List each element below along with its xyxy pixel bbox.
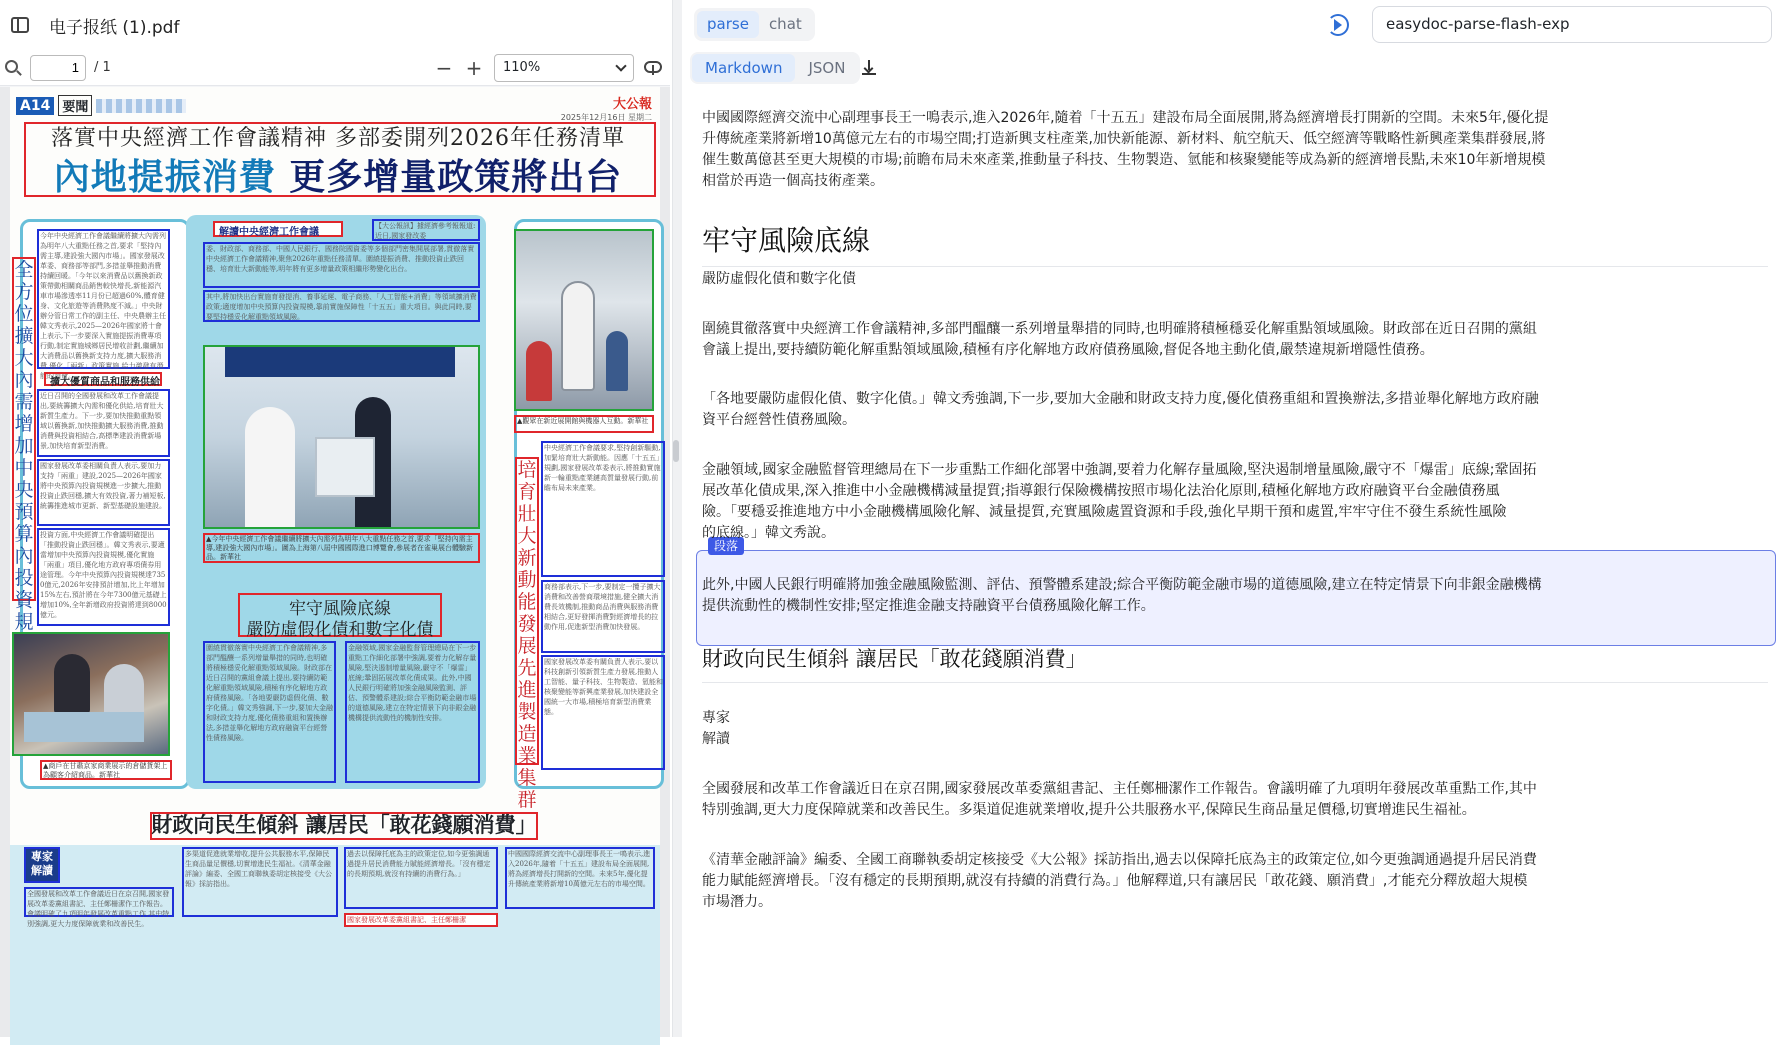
- mode-tabs: [694, 8, 815, 41]
- bottom-text-2: 多渠道促進就業增收,提升公共服務水平,保障民生商品量足價穩,切實增進民生福祉。《清華金融評論》編委、全國工商聯執委胡定核接受《大公報》採訪指出。: [185, 850, 332, 888]
- box-title: 牢守風險底線: [289, 599, 391, 619]
- tab-parse[interactable]: parse: [697, 11, 759, 38]
- zoom-in-button[interactable]: +: [465, 55, 483, 80]
- section-name: 要聞: [58, 95, 92, 116]
- chevron-down-icon: [615, 60, 626, 71]
- left-text-4: 投資方面,中央經濟工作會議明確提出「推動投資止跌回穩」。韓文秀表示,要適當增加中央預算內投資規模,優化實施「兩重」項目,優化地方政府專項債券用途管理。今年中央預算內投資規模達7350億元,2026年安排預計增加,比上年增加15%左右,預計將在今年7300億元基礎上增加10%,全年新增政府投資將達到8000億元。: [40, 531, 167, 619]
- bottom-text-4: 中國國際經濟交流中心副理事長王一鳴表示,進入2026年,隨着「十五五」建設布局全面展開,將為經濟增長打開新的空間。未來5年,優化提升傳統產業將新增10萬億元左右的市場空間。: [508, 850, 651, 888]
- bottom-cut-text: 國家發展改革委黨組書記、主任鄭柵潔: [347, 916, 466, 924]
- md-paragraph-4: [702, 460, 1537, 544]
- md-heading-2: 財政向民生傾斜 讓居民「敢花錢願消費」: [702, 647, 1087, 671]
- search-icon[interactable]: [4, 59, 22, 77]
- md-line: 資平台經營性債務風險。: [702, 412, 856, 428]
- zoom-select[interactable]: [494, 54, 634, 82]
- zoom-out-button[interactable]: −: [435, 55, 453, 80]
- md-line: 圍繞貫徹落實中央經濟工作會議精神,多部門醞釀一系列增量舉措的同時,也明確將積極穩妥化解重點領域風險。財政部在近日召開的黨組: [702, 321, 1537, 337]
- pdf-page: [10, 87, 663, 1037]
- section-tag: A14: [16, 97, 54, 115]
- paper-logo: [561, 93, 652, 123]
- bottom-subhead: 財政向民生傾斜 讓居民「敢花錢願消費」: [151, 812, 537, 837]
- zoom-value: 110%: [503, 60, 541, 75]
- left-photo: [14, 634, 168, 754]
- cloud-download-icon[interactable]: [644, 59, 662, 77]
- center-intro: 委、財政部、商務部、中國人民銀行、國務院國資委等多個部門密集開展部署,貫徹落實中央經濟工作會議精神,聚焦2026年重點任務清單。圍繞提振消費、推動投資止跌回穩、培育壯大新動能等,明年將有更多增量政策相繼形勢變化出台。: [206, 245, 475, 273]
- md-paragraph-5: [702, 575, 1542, 617]
- tab-markdown[interactable]: Markdown: [692, 54, 795, 82]
- paragraph-badge: 段落: [708, 537, 744, 555]
- right-text-1: 中央經濟工作會議要求,堅持創新驅動,加緊培育壯大新動能。因應「十五五」規劃,國家發展改革委表示,將推動實施新一輪重點產業鏈高質量發展行動,前瞻布局未來產業。: [544, 444, 663, 492]
- pdf-toolbar: [0, 50, 670, 86]
- md-paragraph-2: [702, 319, 1537, 361]
- expert-tag: 專家解讀: [31, 850, 53, 877]
- md-line: 相當於再造一個高技術產業。: [702, 173, 884, 189]
- md-line: 《清華金融評論》編委、全國工商聯執委胡定核接受《大公報》採訪指出,過去以保障托底為主的政策定位,如今更強調通過提升居民消費: [702, 852, 1537, 868]
- headline-main-a: 內地提振消費: [53, 157, 276, 198]
- md-line: 解讀: [702, 731, 730, 747]
- panel-divider[interactable]: [672, 0, 682, 1037]
- md-paragraph-6: [702, 779, 1537, 821]
- center-photo-caption: ▲今年中央經濟工作會議繼續將擴大內需列為明年八大重點任務之首,要求「堅持內需主導,建設強大國內市場」。圖為上海第八屆中國國際進口博覽會,參展者在雀巢展台體驗新品。新華社: [206, 535, 473, 561]
- md-heading-1: 牢守風險底線: [702, 224, 871, 257]
- right-photo: [516, 231, 652, 409]
- sidebar-toggle-icon[interactable]: [11, 17, 29, 33]
- right-text-3: 國家發展改革委有關負責人表示,要以科技創新引領新質生產力發展,推動人工智能、量子科技、生物製造、氫能和核聚變能等新興產業發展,加快建設全國統一大市場,積極培育新型消費業態。: [544, 658, 663, 716]
- header-strip: [96, 99, 186, 113]
- md-line: 金融領域,國家金融監督管理總局在下一步重點工作細化部署中強調,要着力化解存量風險,堅決遏制增量風險,嚴守不「爆雷」底線;鞏固拓: [702, 462, 1537, 478]
- md-rule: [702, 682, 1768, 683]
- md-paragraph-3: [702, 389, 1539, 431]
- pdf-viewer-panel: [0, 0, 670, 1037]
- left-vertical-title: 全方位擴大內需 增加中央預算內投資規: [14, 259, 34, 633]
- bottom-text-1: 全國發展和改革工作會議近日在京召開,國家發展改革委黨組書記、主任鄭柵潔作工作報告。會議明確了九項明年發展改革重點工作,其中特別強調,更大力度保障就業和改善民生。: [27, 890, 170, 928]
- section-header: [16, 95, 186, 116]
- paper-name: 大公報: [612, 97, 652, 112]
- headline-main: [24, 149, 652, 200]
- center-section-label: 解讀中央經濟工作會議: [219, 227, 319, 238]
- md-line: 市場潛力。: [702, 894, 772, 910]
- md-line: 的底線。」韓文秀說。: [702, 525, 835, 541]
- page-total: / 1: [94, 60, 111, 75]
- md-line: 特別強調,更大力度保障就業和改善民生。多渠道促進就業增收,提升公共服務水平,保障民生商品量足價穩,切實增進民生福祉。: [702, 802, 1476, 818]
- tab-chat[interactable]: chat: [768, 15, 802, 33]
- headline-sub: 落實中央經濟工作會議精神 多部委開列2026年任務清單: [51, 126, 625, 151]
- md-line: 全國發展和改革工作會議近日在京召開,國家發展改革委黨組書記、主任鄭柵潔作工作報告。會議明確了九項明年發展改革重點工作,其中: [702, 781, 1537, 797]
- view-tabs: [690, 52, 860, 84]
- page-number-input[interactable]: [30, 55, 86, 81]
- md-line: 此外,中國人民銀行明確將加強金融風險監測、評估、預警體系建設;綜合平衡防範金融市場的道德風險,建立在特定情景下向非銀金融機構: [702, 577, 1542, 593]
- box-text-1: 圍繞貫徹落實中央經濟工作會議精神,多部門醞釀一系列增量舉措的同時,也明確將積極穩妥化解重點領域風險。財政部在近日召開的黨組會議上提出,要持續防範化解重點領域風險,積極有序化解地方政府債務風險。「各地要嚴防虛假化債、數字化債。」韓文秀強調,下一步,要加大金融和財政支持力度,優化債務重組和置換辦法,多措並舉化解地方政府融資平台經營性債務風險。: [206, 644, 333, 742]
- download-icon[interactable]: [862, 60, 876, 76]
- center-source: 【大公報訊】據經濟參考報報道:近日,國家發改委: [375, 222, 476, 240]
- center-intro2: 其中,將加快出台實施育發提消、養事延遲、電子商務、「人工智能+消費」等領域擴消費政策;適度增加中央預算內投資規模,靠前實施保障性「十五五」重大項目。與此同時,要要堅持穩妥化解重點領域風險。: [206, 293, 477, 321]
- right-text-2: 商務部表示,下一步,要制定一攬子擴大消費和改善營商環境措施,健全擴大消費長效機制,推動商品消費與服務消費相結合,更好發揮消費對經濟增長的拉動作用,促進新型消費加快發展。: [544, 583, 661, 631]
- md-paragraph-1: [702, 108, 1548, 192]
- md-line: 會議上提出,要持續防範化解重點領域風險,積極有序化解地方政府債務風險,督促各地主動化債,嚴禁違規新增隱性債務。: [702, 342, 1434, 358]
- md-rule: [702, 266, 1768, 267]
- md-line: 險。「要穩妥推進地方中小金融機構風險化解、減量提質,充實風險處置資源和手段,強化早期干預和處置,牢牢守住不發生系統性風險: [702, 504, 1507, 520]
- md-line: 催生數萬億甚至更大規模的市場;前瞻布局未來產業,推動量子科技、生物製造、氫能和核聚變能等成為新的經濟增長點,未來10年新增規模: [702, 152, 1546, 168]
- headline-main-b: 更多增量政策將出台: [289, 157, 623, 198]
- run-parse-icon[interactable]: [1327, 14, 1349, 36]
- divider-handle[interactable]: [673, 440, 679, 462]
- left-photo-caption: ▲商戶在甘肅京家商業展示的倉儲貨架上為顧客介紹商品。新華社: [43, 762, 168, 779]
- file-name: 电子报纸 (1).pdf: [49, 17, 180, 38]
- md-subheading-1: 嚴防虛假化債和數字化債: [702, 271, 856, 287]
- left-text-1: 今年中央經濟工作會議繼續將擴大內需列為明年八大重點任務之首,要求「堅持內需主導,建設強大國內市場」。國家發展改革委、商務部等部門,多措並舉推動消費持續回暖。「今年以來消費品以舊換新政策帶動相關商品銷售較快增長,新能源汽車市場滲透率11月份已超過60%,體育健身、文化旅遊等消費熱度不減。」中央財辦分管日常工作的副主任、中央農辦主任韓文秀表示,2025—2026年國家將十會上表示,下一步要深入實施提振消費專項行動,制定實施城鄉居民增收計劃,繼續加大消費品以舊換新支持力度,擴大服務消費,優化「兩新」政策實施,給力激發有潛能的消費。: [40, 232, 166, 380]
- box-text-2: 金融領域,國家金融監督管理總局在下一步重點工作細化部署中強調,要着力化解存量風險,堅決遏制增量風險,嚴守不「爆雷」底線;鞏固拓展改革化債成果。此外,中國人民銀行明確將加強金融風險監測、評估、預警體系建設;綜合平衡防範金融市場的道德風險,建立在特定情景下向非銀金融機構提供流動性的機制性安排。: [348, 644, 477, 722]
- md-line: 中國國際經濟交流中心副理事長王一鳴表示,進入2026年,隨着「十五五」建設布局全面展開,將為經濟增長打開新的空間。未來5年,優化提: [702, 110, 1549, 126]
- md-line: 能力賦能經濟增長。「沒有穩定的長期預期,就沒有持續的消費行為。」他解釋道,只有讓居民「敢花錢、願消費」,才能充分釋放超大規模: [702, 873, 1528, 889]
- md-line: 升傳統產業將新增10萬億元左右的市場空間;打造新興支柱產業,加快新能源、新材料、航空航天、低空經濟等戰略性新興產業集群發展,將: [702, 131, 1546, 147]
- box-subtitle: 嚴防虛假化債和數字化債: [246, 620, 434, 640]
- model-select[interactable]: easydoc-parse-flash-exp: [1372, 6, 1772, 43]
- left-text-2: 近日召開的全國發展和改革工作會議提出,要統籌擴大內需和優化供給,培育壯大新質生產力。下一步,要加快推動重點領域以舊換新,加快推動擴大服務消費,推動消費與投資相結合,高標準建設消費新場景,加快培育新型消費。: [40, 392, 164, 450]
- md-paragraph-7: [702, 850, 1537, 913]
- md-line: 專家: [702, 710, 730, 726]
- pdf-page-area[interactable]: [0, 87, 670, 1037]
- left-text-3: 國家發展改革委相關負責人表示,要加力支持「兩重」建設,2025—2026年國家將中央預算內投資規模進一步擴大,推動投資止跌回穩,擴大有效投資,著力補短板,統籌推進城市更新、新型基礎設施建設。: [40, 462, 166, 510]
- right-vertical-title: 培育壯大新動能 發展先進製造業集群: [517, 459, 537, 811]
- right-photo-caption: ▲觀眾在新近展開館與機器人互動。新華社: [517, 417, 649, 425]
- parse-panel: [682, 0, 1768, 1037]
- tab-json[interactable]: JSON: [808, 59, 846, 77]
- left-section-label: 擴大優質商品和服務供給: [50, 377, 160, 388]
- center-photo: [205, 347, 478, 527]
- md-line: 展改革化債成果,深入推進中小金融機構減量提質;指導銀行保險機構按照市場化法治化原則,積極化解地方政府融資平台金融債務風: [702, 483, 1500, 499]
- pdf-title-bar: [0, 0, 670, 50]
- paper-date: 2025年12月16日 星期二: [560, 113, 652, 122]
- md-line: 提供流動性的機制性安排;堅定推進金融支持融資平台債務風險化解工作。: [702, 598, 1155, 614]
- md-tag-lines: [702, 708, 730, 750]
- bottom-text-3: 過去以保障托底為主的政策定位,如今更強調通過提升居民消費能力賦能經濟增長。「沒有穩定的長期預期,就沒有持續的消費行為。」: [347, 850, 491, 878]
- md-line: 「各地要嚴防虛假化債、數字化債。」韓文秀強調,下一步,要加大金融和財政支持力度,優化債務重組和置換辦法,多措並舉化解地方政府融: [702, 391, 1539, 407]
